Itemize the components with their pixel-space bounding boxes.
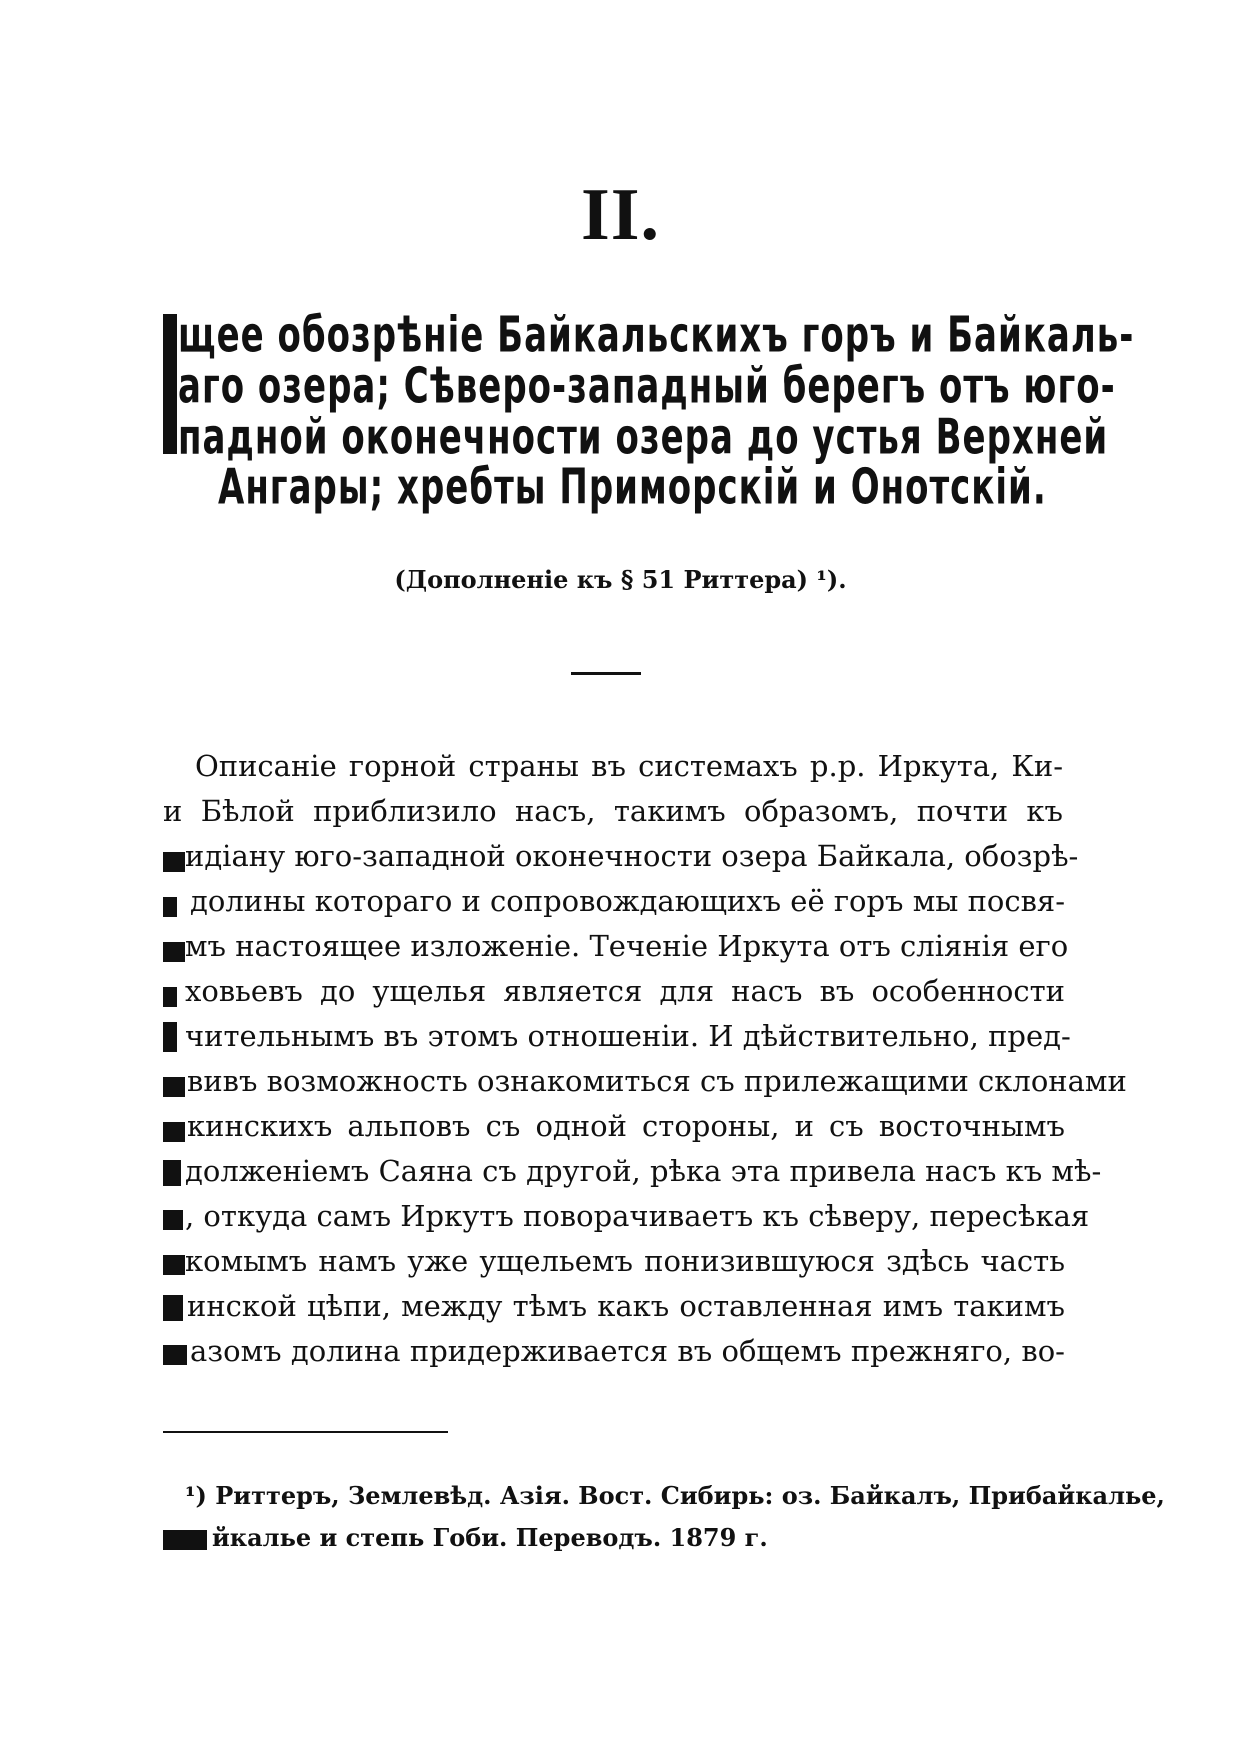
scan-edge-mark [163,314,177,454]
scan-edge-mark [163,1210,183,1230]
heading-line: щее обозрѣніе Байкальскихъ горъ и Байкаль- [178,306,1135,365]
heading-line: падной оконечности озера до устья Верхней [178,408,1109,467]
body-line: кинскихъ альповъ съ одной стороны, и съ восточнымъ [187,1109,1065,1143]
footnote-line: йкалье и степь Гоби. Переводъ. 1879 г. [212,1523,768,1552]
scan-edge-mark [163,1022,177,1052]
body-line: идіану юго-западной оконечности озера Байкала, обозрѣ- [185,839,1079,873]
body-line: , откуда самъ Иркутъ поворачиваетъ къ сѣверу, пересѣкая [185,1199,1090,1233]
body-line: долины котораго и сопровождающихъ её горъ мы посвя- [190,884,1066,918]
body-line: инской цѣпи, между тѣмъ какъ оставленная имъ такимъ [187,1289,1065,1323]
body-line: чительнымъ въ этомъ отношеніи. И дѣйствительно, пред- [185,1019,1071,1053]
body-line: мъ настоящее изложеніе. Теченіе Иркута отъ слiянія его [185,929,1069,963]
scan-edge-mark [163,852,185,872]
chapter-numeral: II. [580,174,661,256]
scan-edge-mark [163,1295,183,1321]
scan-edge-mark [163,1255,185,1275]
body-line: Описаніе горной страны въ системахъ р.р. Иркута, Ки- [195,749,1063,783]
body-line: азомъ долина придерживается въ общемъ прежняго, во- [190,1334,1065,1368]
scan-edge-mark [163,987,177,1007]
scan-edge-mark [163,1345,187,1365]
body-line: ховьевъ до ущелья является для насъ въ особенности [185,974,1065,1008]
body-line: комымъ намъ уже ущельемъ понизившуюся здѣсь часть [185,1244,1065,1278]
section-divider [571,672,641,675]
heading-line: аго озера; Сѣверо-западный берегъ отъ юго- [178,357,1116,416]
scan-edge-mark [163,942,185,962]
scan-edge-mark [163,1077,185,1097]
scan-edge-mark [163,1530,207,1550]
body-line: и Бѣлой приблизило насъ, такимъ образомъ, почти къ [163,794,1063,828]
body-line: вивъ возможность ознакомиться съ прилежащими склонами [187,1064,1127,1098]
scan-edge-mark [163,897,177,917]
heading-line: Ангары; хребты Приморскій и Онотскій. [218,458,1047,517]
body-line: должeніемъ Саяна съ другой, рѣка эта привела насъ къ мѣ- [185,1154,1102,1188]
footnote-rule [163,1431,448,1433]
subtitle: (Дополненіе къ § 51 Риттера) ¹). [394,565,847,594]
scan-edge-mark [163,1122,185,1142]
scan-edge-mark [163,1160,181,1186]
footnote-line: ¹) Риттеръ, Землевѣд. Азія. Вост. Сибирь: оз. Байкалъ, Прибайкалье, [185,1481,1165,1510]
